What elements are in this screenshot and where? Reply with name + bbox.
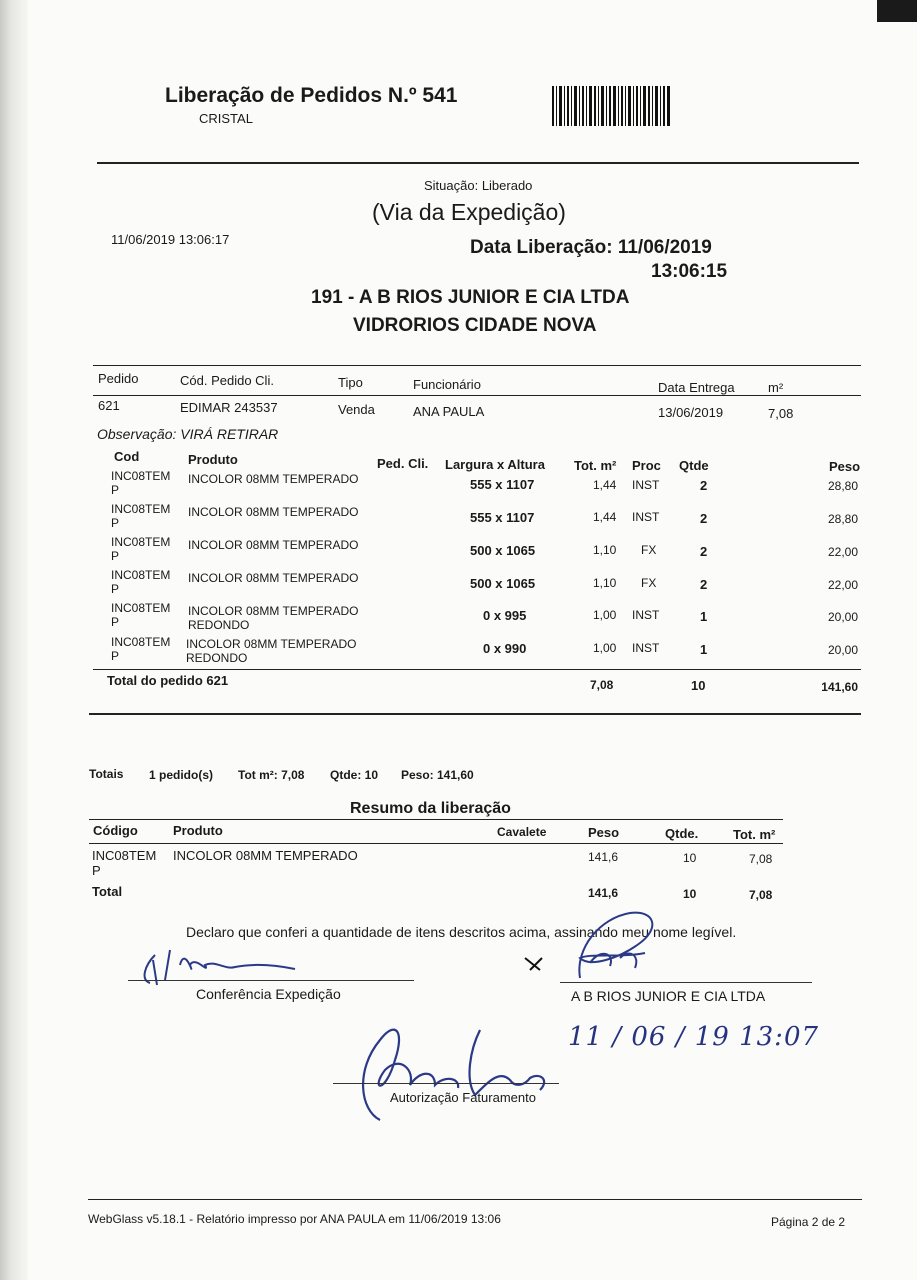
totais-m2: Tot m²: 7,08	[238, 768, 305, 782]
totais-pedidos: 1 pedido(s)	[149, 768, 214, 782]
items-col-cod: Cod	[114, 449, 140, 464]
totais-qtde: Qtde: 10	[330, 768, 379, 782]
order-total-label: Total do pedido 621	[107, 673, 229, 688]
item-qtde: 2	[700, 511, 708, 526]
col-tipo: Tipo	[338, 375, 363, 390]
resumo-row-produto: INCOLOR 08MM TEMPERADO	[173, 848, 358, 863]
items-bottom-line	[93, 669, 861, 670]
footer-printed-by: WebGlass v5.18.1 - Relatório impresso por ANA PAULA em 11/06/2019 13:06	[88, 1212, 501, 1226]
autorizacao-label: Autorização Faturamento	[390, 1090, 536, 1105]
items-col-largura-altura: Largura x Altura	[445, 457, 545, 472]
item-tot-m2: 1,10	[593, 576, 617, 590]
items-col-proc: Proc	[632, 458, 661, 473]
resumo-col-qtde: Qtde.	[665, 826, 699, 841]
item-qtde: 2	[700, 478, 708, 493]
item-tot-m2: 1,00	[593, 641, 617, 655]
pedido-number: 621	[98, 398, 120, 413]
item-proc: FX	[641, 576, 657, 590]
client-store: VIDRORIOS CIDADE NOVA	[353, 315, 597, 336]
totais-peso: Peso: 141,60	[401, 768, 474, 782]
footer-line	[88, 1199, 862, 1200]
cod-pedido-cli: EDIMAR 243537	[180, 400, 278, 415]
item-peso: 22,00	[827, 545, 858, 559]
item-dims: 500 x 1065	[470, 543, 536, 558]
col-data-entrega: Data Entrega	[658, 380, 735, 395]
order-top-line	[93, 365, 861, 366]
col-cod-pedido-cli: Cód. Pedido Cli.	[180, 373, 274, 388]
items-col-ped-cli: Ped. Cli.	[377, 456, 429, 471]
resumo-col-tot-m2: Tot. m²	[733, 827, 776, 842]
item-tot-m2: 1,10	[593, 543, 617, 557]
item-qtde: 1	[700, 609, 708, 624]
order-total-peso: 141,60	[821, 680, 858, 694]
resumo-total-peso: 141,6	[588, 886, 619, 900]
company-name: CRISTAL	[199, 111, 253, 126]
resumo-total-tot-m2: 7,08	[749, 888, 773, 902]
col-m2: m²	[768, 380, 784, 395]
item-produto: INCOLOR 08MM TEMPERADO REDONDO	[188, 604, 359, 632]
resumo-col-produto: Produto	[173, 823, 223, 838]
resumo-row-tot-m2: 7,08	[749, 852, 773, 866]
items-col-qtde: Qtde	[679, 458, 709, 473]
resumo-top-line	[89, 819, 783, 820]
item-proc: INST	[632, 510, 660, 524]
resumo-total-label: Total	[92, 884, 123, 899]
item-proc: INST	[632, 641, 660, 655]
resumo-row-codigo: INC08TEM P	[92, 848, 157, 878]
item-qtde: 2	[700, 544, 708, 559]
data-liberacao-time: 13:06:15	[651, 261, 728, 282]
header-divider	[97, 162, 859, 164]
item-peso: 20,00	[827, 610, 858, 624]
item-tot-m2: 1,00	[593, 608, 617, 622]
data-entrega-value: 13/06/2019	[658, 405, 724, 420]
resumo-row-qtde: 10	[683, 851, 697, 865]
client-name: 191 - A B RIOS JUNIOR E CIA LTDA	[311, 287, 630, 308]
item-cod: INC08TEM P	[111, 635, 171, 663]
conferencia-line	[128, 980, 414, 981]
declaration-text: Declaro que conferi a quantidade de itens descritos acima, assinando meu nome legível.	[186, 924, 737, 940]
autorizacao-line	[333, 1083, 559, 1084]
item-proc: INST	[632, 608, 660, 622]
paper-corner-mark	[877, 0, 917, 22]
report-title: Liberação de Pedidos N.º 541	[165, 84, 458, 107]
barcode-icon	[552, 86, 670, 126]
item-dims: 555 x 1107	[470, 510, 535, 525]
item-dims: 0 x 995	[483, 608, 527, 623]
col-pedido: Pedido	[98, 371, 139, 386]
paper-left-edge-shadow	[0, 0, 28, 1280]
item-peso: 28,80	[827, 512, 858, 526]
resumo-total-qtde: 10	[683, 887, 697, 901]
item-proc: INST	[632, 478, 660, 492]
order-section-divider	[89, 713, 861, 715]
totais-label: Totais	[89, 767, 124, 781]
resumo-row-peso: 141,6	[588, 850, 619, 864]
item-dims: 555 x 1107	[470, 477, 535, 492]
item-qtde: 1	[700, 642, 708, 657]
col-funcionario: Funcionário	[413, 377, 481, 392]
item-dims: 0 x 990	[483, 641, 527, 656]
client-sign-label: A B RIOS JUNIOR E CIA LTDA	[571, 988, 766, 1004]
items-col-produto: Produto	[188, 452, 238, 467]
order-header-line	[93, 395, 861, 396]
order-total-m2: 7,08	[590, 678, 614, 692]
resumo-col-codigo: Código	[93, 823, 138, 838]
item-peso: 20,00	[827, 643, 858, 657]
item-peso: 22,00	[827, 578, 858, 592]
item-produto: INCOLOR 08MM TEMPERADO	[188, 505, 359, 519]
observacao: Observação: VIRÁ RETIRAR	[97, 426, 279, 442]
item-cod: INC08TEM P	[111, 568, 171, 596]
item-cod: INC08TEM P	[111, 601, 171, 629]
situacao-status: Situação: Liberado	[424, 178, 533, 193]
item-qtde: 2	[700, 577, 708, 592]
handwritten-date: 11 / 06 / 19 13:07	[568, 1022, 820, 1052]
item-produto: INCOLOR 08MM TEMPERADO	[188, 538, 359, 552]
item-cod: INC08TEM P	[111, 535, 171, 563]
items-col-peso: Peso	[829, 459, 861, 474]
item-cod: INC08TEM P	[111, 469, 171, 497]
conferencia-signature-icon	[135, 935, 315, 990]
data-liberacao: Data Liberação: 11/06/2019	[470, 237, 712, 258]
order-total-qtde: 10	[691, 678, 706, 693]
item-cod: INC08TEM P	[111, 502, 171, 530]
item-tot-m2: 1,44	[593, 510, 617, 524]
via-label: (Via da Expedição)	[372, 199, 566, 225]
client-signature-icon	[520, 898, 700, 988]
items-col-tot-m2: Tot. m²	[574, 458, 617, 473]
resumo-col-peso: Peso	[588, 825, 620, 840]
item-proc: FX	[641, 543, 657, 557]
item-tot-m2: 1,44	[593, 478, 617, 492]
conferencia-label: Conferência Expedição	[196, 986, 341, 1002]
m2-value: 7,08	[768, 406, 794, 421]
item-produto: INCOLOR 08MM TEMPERADO REDONDO	[186, 637, 357, 665]
item-produto: INCOLOR 08MM TEMPERADO	[188, 571, 359, 585]
item-dims: 500 x 1065	[470, 576, 536, 591]
footer-page-number: Página 2 de 2	[771, 1215, 846, 1229]
print-datetime: 11/06/2019 13:06:17	[111, 232, 230, 247]
funcionario-value: ANA PAULA	[413, 404, 485, 419]
autorizacao-signature-icon	[340, 1010, 570, 1130]
client-sign-line	[560, 982, 812, 983]
resumo-col-cavalete: Cavalete	[497, 825, 547, 839]
resumo-title: Resumo da liberação	[350, 800, 511, 817]
item-produto: INCOLOR 08MM TEMPERADO	[188, 472, 359, 486]
tipo-value: Venda	[338, 402, 375, 417]
resumo-header-line	[89, 843, 783, 844]
item-peso: 28,80	[827, 479, 858, 493]
